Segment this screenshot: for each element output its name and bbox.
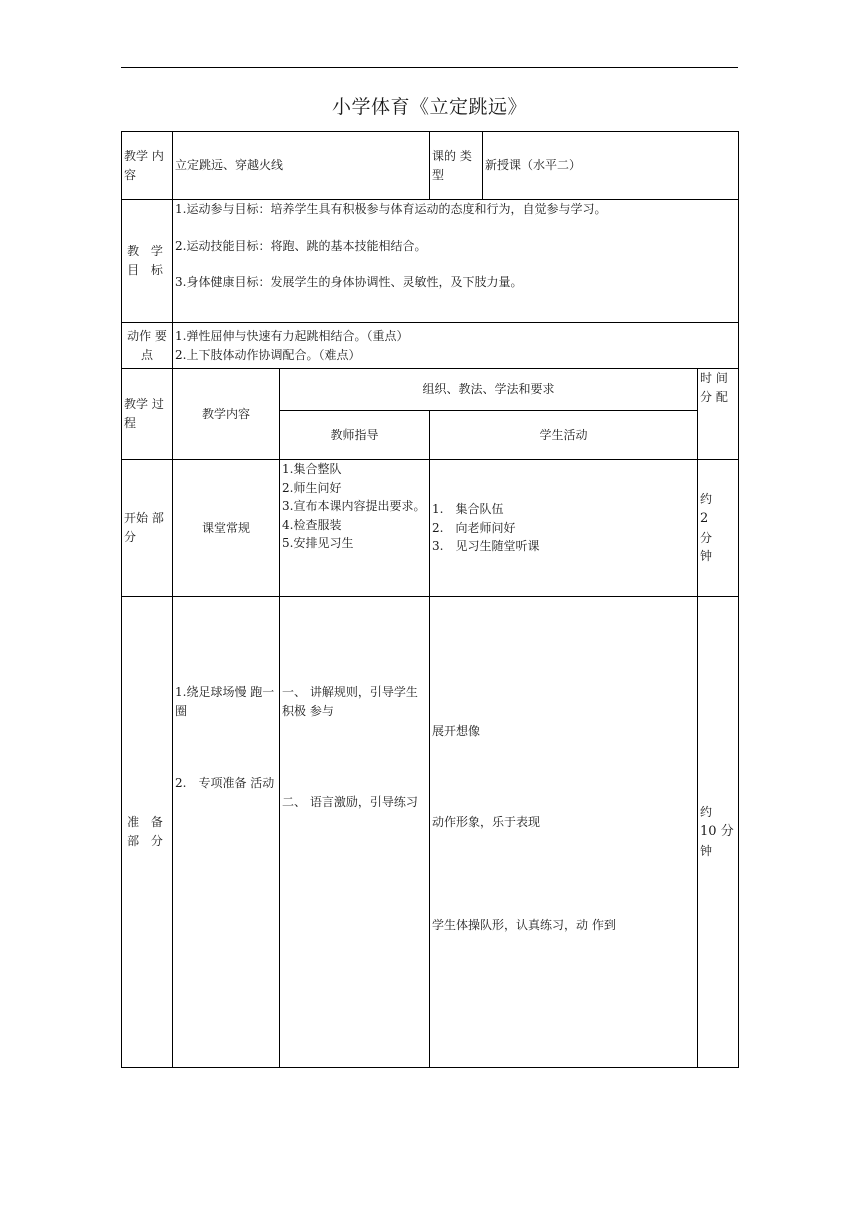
row-goals bbox=[122, 200, 739, 323]
teaching-content: 立定跳远、穿越火线 bbox=[173, 132, 430, 200]
prep-content bbox=[173, 597, 280, 1068]
row-key-points bbox=[122, 323, 739, 369]
goal-item: 1.运动参与目标：培养学生具有积极参与体育运动的态度和行为，自觉参与学习。 bbox=[175, 202, 607, 216]
prep-time: 约 10 分 钟 bbox=[698, 597, 739, 1068]
start-time: 约 2 分 钟 bbox=[698, 460, 739, 597]
label-start-part: 开始 部分 bbox=[122, 460, 173, 597]
row-header-1 bbox=[122, 369, 739, 411]
lesson-plan-table bbox=[121, 131, 739, 1068]
header-teacher: 教师指导 bbox=[280, 411, 430, 460]
start-teacher-item: 2.师生问好 bbox=[282, 480, 342, 495]
start-student-item: 2. 向老师问好 bbox=[432, 520, 516, 535]
start-teacher-item: 3.宣布本课内容提出要求。 bbox=[282, 499, 426, 514]
row-content bbox=[122, 132, 739, 200]
goals-list bbox=[173, 200, 739, 323]
key-point-item: 1.弹性屈伸与快速有力起跳相结合。（重点） bbox=[175, 328, 409, 343]
start-teacher-list bbox=[280, 460, 430, 597]
start-student-list bbox=[430, 460, 698, 597]
label-goals: 教 学 目 标 bbox=[122, 200, 173, 323]
start-student-item: 3. 见习生随堂听课 bbox=[432, 539, 540, 554]
start-student-item: 1. 集合队伍 bbox=[432, 502, 504, 517]
start-teacher-item: 4.检查服装 bbox=[282, 517, 342, 532]
label-key-points: 动作 要点 bbox=[122, 323, 173, 369]
label-lesson-type: 课的 类型 bbox=[430, 132, 483, 200]
prep-student-item: 学生体操队形，认真练习，动 作到 bbox=[432, 918, 616, 933]
key-point-item: 2.上下肢体动作协调配合。（难点） bbox=[175, 347, 361, 362]
row-start bbox=[122, 460, 739, 597]
prep-teacher bbox=[280, 597, 430, 1068]
prep-teacher-item: 一、 讲解规则，引导学生积极 参与 bbox=[282, 685, 418, 718]
row-prep bbox=[122, 597, 739, 1068]
label-prep-part: 准 备 部 分 bbox=[122, 597, 173, 1068]
label-teaching-content: 教学 内容 bbox=[122, 132, 173, 200]
document-title: 小学体育《立定跳远》 bbox=[331, 96, 527, 118]
header-organization: 组织、教法、学法和要求 bbox=[280, 369, 698, 411]
prep-teacher-item: 二、 语言激励，引导练习 bbox=[282, 795, 418, 810]
goal-item: 2.运动技能目标：将跑、跳的基本技能相结合。 bbox=[175, 238, 427, 253]
header-student: 学生活动 bbox=[430, 411, 698, 460]
start-teacher-item: 5.安排见习生 bbox=[282, 536, 354, 551]
header-time: 时 间分 配 bbox=[698, 369, 739, 460]
key-points-list bbox=[173, 323, 739, 369]
prep-student bbox=[430, 597, 698, 1068]
prep-student-item: 动作形象，乐于表现 bbox=[432, 814, 541, 829]
goal-item: 3.身体健康目标：发展学生的身体协调性、灵敏性，及下肢力量。 bbox=[175, 275, 523, 290]
start-teacher-item: 1.集合整队 bbox=[282, 462, 342, 476]
prep-content-item: 1.绕足球场慢 跑一圈 bbox=[175, 685, 275, 718]
start-content: 课堂常规 bbox=[173, 460, 280, 597]
prep-content-item: 2. 专项准备 活动 bbox=[175, 776, 275, 791]
prep-student-item: 展开想像 bbox=[432, 724, 481, 738]
top-rule bbox=[121, 67, 738, 68]
lesson-type: 新授课（水平二） bbox=[483, 132, 739, 200]
header-process: 教学 过程 bbox=[122, 369, 173, 460]
header-content: 教学内容 bbox=[173, 369, 280, 460]
